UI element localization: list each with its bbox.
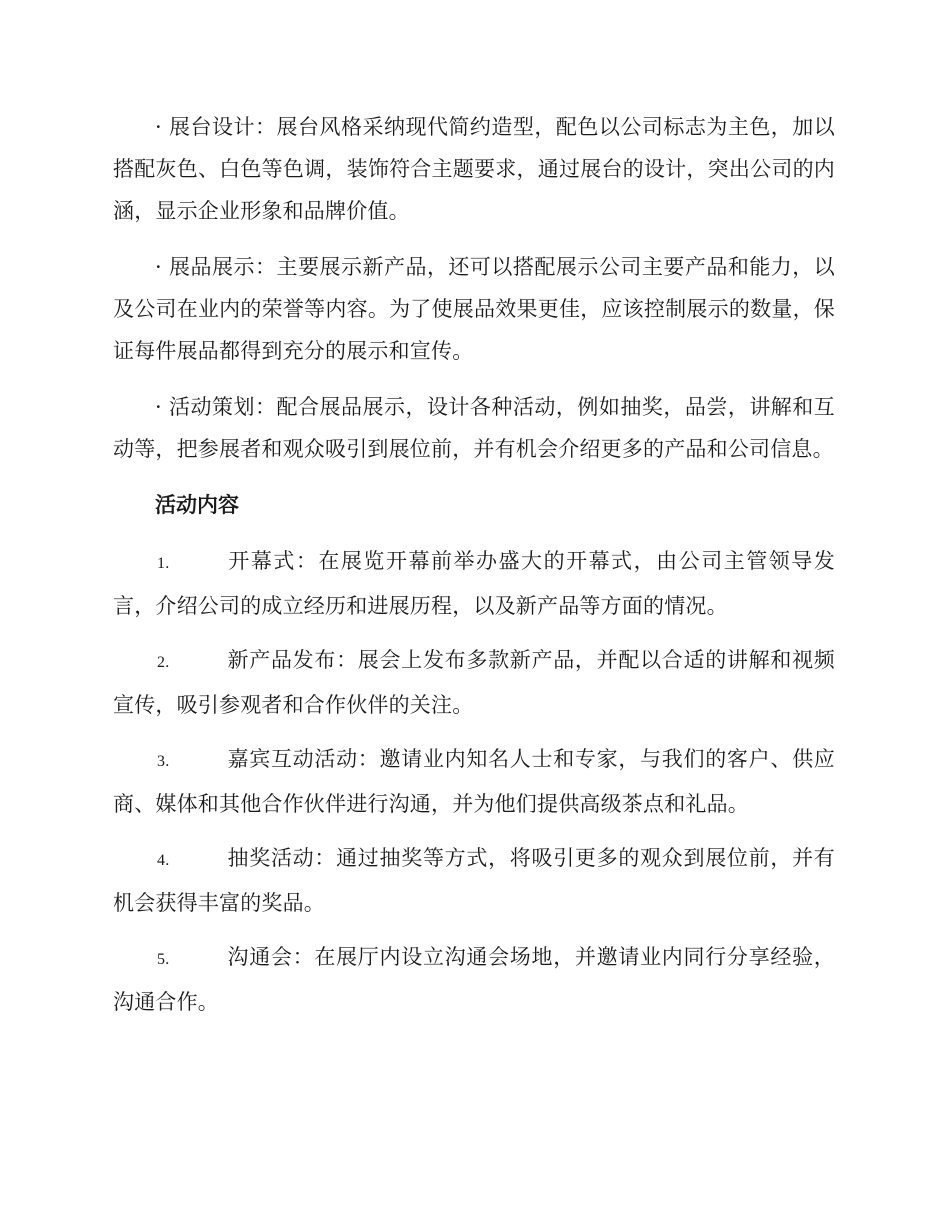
list-item-text: 新产品发布：展会上发布多款新产品，并配以合适的讲解和视频宣传，吸引参观者和合作伙伴的关注。 [113,648,835,717]
list-item [113,540,835,627]
list-item-text: 抽奖活动：通过抽奖等方式，将吸引更多的观众到展位前，并有机会获得丰富的奖品。 [113,846,835,915]
list-item-text: 开幕式：在展览开幕前举办盛大的开幕式，由公司主管领导发言，介绍公司的成立经历和进展历程，以及新产品等方面的情况。 [113,549,835,618]
list-number: 5. [157,951,170,968]
list-item [113,639,835,726]
section-heading: 活动内容 [155,493,239,517]
list-number: 4. [157,852,170,869]
bullet-booth-design: · 展台设计：展台风格采纳现代简约造型，配色以公司标志为主色，加以搭配灰色、白色等色调，装饰符合主题要求，通过展台的设计，突出公司的内涵，显示企业形象和品牌价值。 [113,115,835,223]
bullet-activity-planning: · 活动策划：配合展品展示，设计各种活动，例如抽奖，品尝，讲解和互动等，把参展者和观众吸引到展位前，并有机会介绍更多的产品和公司信息。 [113,395,835,461]
list-number: 2. [157,654,170,671]
list-item [113,837,835,924]
document-body [113,106,835,1035]
list-item [113,738,835,825]
list-number: 3. [157,753,170,770]
list-item [113,936,835,1023]
bullet-exhibit-display: · 展品展示：主要展示新产品，还可以搭配展示公司主要产品和能力，以及公司在业内的荣誉等内容。为了使展品效果更佳，应该控制展示的数量，保证每件展品都得到充分的展示和宣传。 [113,255,835,363]
list-item-text: 嘉宾互动活动：邀请业内知名人士和专家，与我们的客户、供应商、媒体和其他合作伙伴进行沟通，并为他们提供高级茶点和礼品。 [113,747,835,816]
list-number: 1. [157,555,170,572]
list-item-text: 沟通会：在展厅内设立沟通会场地，并邀请业内同行分享经验，沟通合作。 [113,945,835,1014]
